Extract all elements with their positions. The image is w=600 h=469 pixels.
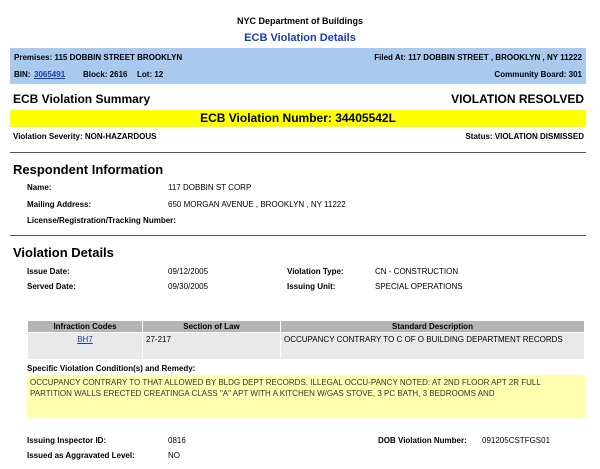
section-of-law-cell: 27-217 [143, 333, 281, 360]
address-value: 650 MORGAN AVENUE , BROOKLYN , NY 11222 [168, 200, 346, 209]
violation-type-label: Violation Type: [287, 267, 344, 276]
served-date-value: 09/30/2005 [168, 282, 209, 291]
property-info-bar [10, 48, 586, 84]
block-text: Block: 2616 [83, 70, 128, 79]
conditions-label: Specific Violation Condition(s) and Remedy: [27, 364, 196, 373]
violation-status-heading: VIOLATION RESOLVED [451, 92, 584, 106]
infraction-table [27, 320, 585, 360]
infraction-code-cell [28, 333, 143, 360]
status-text: Status: VIOLATION DISMISSED [465, 132, 584, 141]
infraction-code-link[interactable]: BH7 [77, 335, 93, 344]
name-value: 117 DOBBIN ST CORP [168, 183, 252, 192]
bin-link[interactable]: 3065491 [34, 70, 66, 79]
bin-label: BIN: [14, 70, 31, 79]
table-row [28, 333, 585, 360]
dob-violation-label: DOB Violation Number: [378, 436, 467, 445]
license-label: License/Registration/Tracking Number: [27, 216, 176, 225]
address-label: Mailing Address: [27, 200, 92, 209]
premises-text: Premises: 115 DOBBIN STREET BROOKLYN [14, 53, 183, 62]
aggravated-level-label: Issued as Aggravated Level: [27, 451, 135, 460]
name-label: Name: [27, 183, 52, 192]
table-header-row [28, 321, 585, 333]
divider [10, 152, 586, 153]
standard-description-cell: OCCUPANCY CONTRARY TO C OF O BUILDING DEPARTMENT RECORDS [281, 333, 585, 360]
conditions-text: OCCUPANCY CONTRARY TO THAT ALLOWED BY BLDG DEPT RECORDS. ILLEGAL OCCU-PANCY NOTED: AT 2ND FLOOR APT 2R FULL PARTITION WALLS ERECTED CREATINGA CLASS "A" APT WITH A KITCHEN W/GAS STOVE, 3 PC BATH, 3 BEDROOMS AND [27, 375, 586, 418]
inspector-id-value: 0816 [168, 436, 186, 445]
dob-violation-value: 091205CSTFGS01 [482, 436, 551, 445]
served-date-label: Served Date: [27, 282, 76, 291]
column-header: Infraction Codes [28, 321, 143, 333]
lot-text: Lot: 12 [137, 70, 164, 79]
issue-date-label: Issue Date: [27, 267, 70, 276]
filed-at-text: Filed At: 117 DOBBIN STREET , BROOKLYN , NY 11222 [374, 53, 582, 62]
severity-text: Violation Severity: NON-HAZARDOUS [13, 132, 157, 141]
issuing-unit-label: Issuing Unit: [287, 282, 336, 291]
inspector-id-label: Issuing Inspector ID: [27, 436, 107, 445]
details-section-title: Violation Details [13, 245, 114, 260]
column-header: Standard Description [281, 321, 585, 333]
aggravated-level-value: NO [168, 451, 180, 460]
page-title: ECB Violation Details [244, 32, 356, 44]
violation-type-value: CN - CONSTRUCTION [375, 267, 459, 276]
violation-number-bar: ECB Violation Number: 34405542L [10, 110, 586, 127]
community-board-text: Community Board: 301 [494, 70, 582, 79]
respondent-section-title: Respondent Information [13, 162, 164, 177]
divider [10, 235, 586, 236]
issuing-unit-value: SPECIAL OPERATIONS [375, 282, 463, 291]
summary-title: ECB Violation Summary [13, 92, 151, 106]
department-heading: NYC Department of Buildings [236, 16, 363, 26]
issue-date-value: 09/12/2005 [168, 267, 209, 276]
column-header: Section of Law [143, 321, 281, 333]
